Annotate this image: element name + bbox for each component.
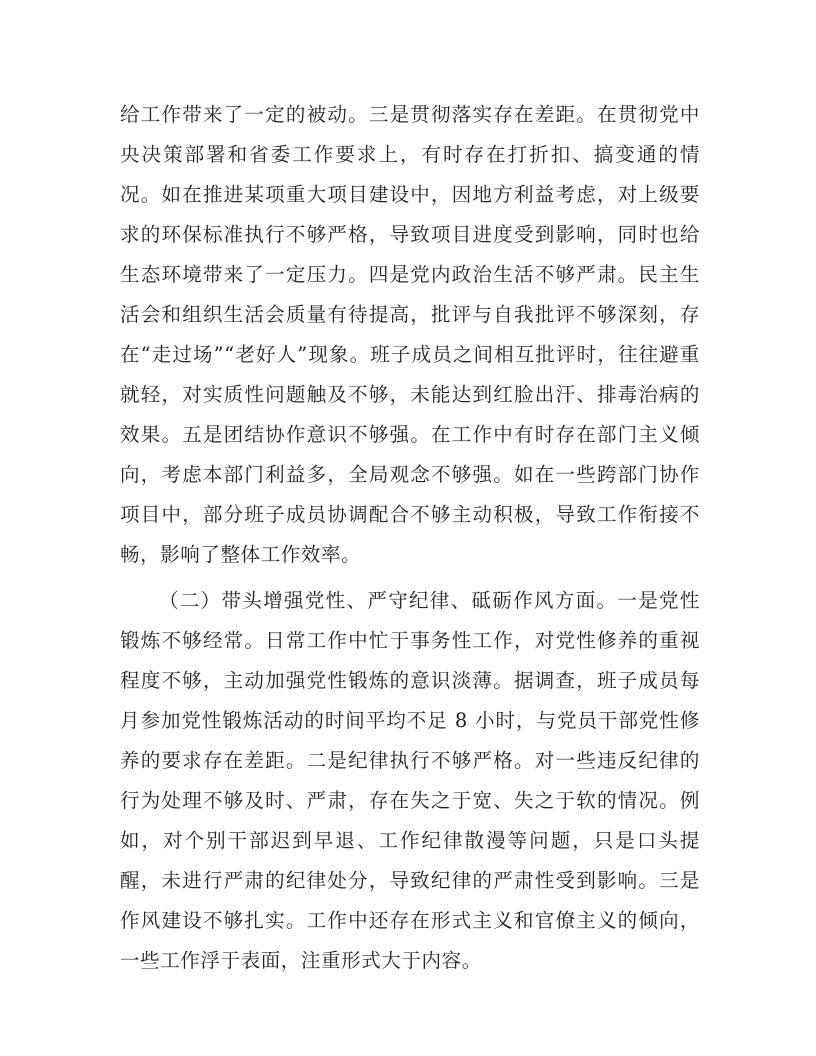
document-body <box>120 95 700 981</box>
paragraph-section-two: （二）带头增强党性、严守纪律、砥砺作风方面。一是党性锻炼不够经常。日常工作中忙于事务性工作，对党性修养的重视程度不够，主动加强党性锻炼的意识淡薄。据调查，班子成员每月参加党性锻炼活动的时间平均不足 8 小时，与党员干部党性修养的要求存在差距。二是纪律执行不够严格。对一些违反纪律的行为处理不够及时、严肃，存在失之于宽、失之于软的情况。例如，对个别干部迟到早退、工作纪律散漫等问题，只是口头提醒，未进行严肃的纪律处分，导致纪律的严肃性受到影响。三是作风建设不够扎实。工作中还存在形式主义和官僚主义的倾向，一些工作浮于表面，注重形式大于内容。 <box>120 589 700 972</box>
paragraph-continuation: 给工作带来了一定的被动。三是贯彻落实存在差距。在贯彻党中央决策部署和省委工作要求上，有时存在打折扣、搞变通的情况。如在推进某项重大项目建设中，因地方利益考虑，对上级要求的环保标准执行不够严格，导致项目进度受到影响，同时也给生态环境带来了一定压力。四是党内政治生活不够严肃。民主生活会和组织生活会质量有待提高，批评与自我批评不够深刻，存在“走过场”“老好人”现象。班子成员之间相互批评时，往往避重就轻，对实质性问题触及不够，未能达到红脸出汗、排毒治病的效果。五是团结协作意识不够强。在工作中有时存在部门主义倾向，考虑本部门利益多，全局观念不够强。如在一些跨部门协作项目中，部分班子成员协调配合不够主动积极，导致工作衔接不畅，影响了整体工作效率。 <box>120 103 700 566</box>
